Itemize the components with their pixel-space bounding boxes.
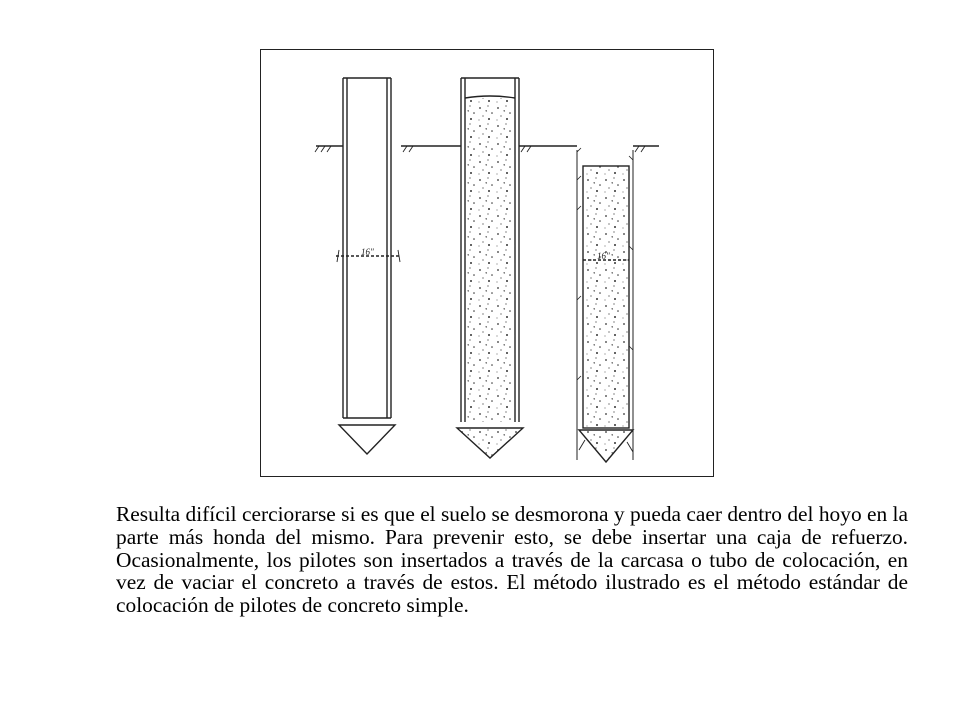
- pile-3-cast-pile: [577, 148, 633, 462]
- pile-installation-drawing: [261, 50, 715, 478]
- pile-1-empty-casing: [336, 78, 401, 454]
- pile-2-filled-casing: [457, 78, 523, 458]
- caption-paragraph: Resulta difícil cerciorarse si es que el suelo se desmorona y pueda caer dentro del hoyo en la parte más honda del mismo. Para prevenir esto, se debe insertar una caja de refuerzo. Ocasionalmente, los pilotes son insertados a través de la carcasa o tubo de colocación, en vez de vaciar el concreto a través de estos. El método ilustrado es el método estándar de colocación de pilotes de concreto simple.: [116, 502, 908, 617]
- pile-3-mark: 16": [597, 251, 610, 261]
- figure-frame: [260, 49, 714, 477]
- pile-1-mark: 16": [361, 247, 374, 257]
